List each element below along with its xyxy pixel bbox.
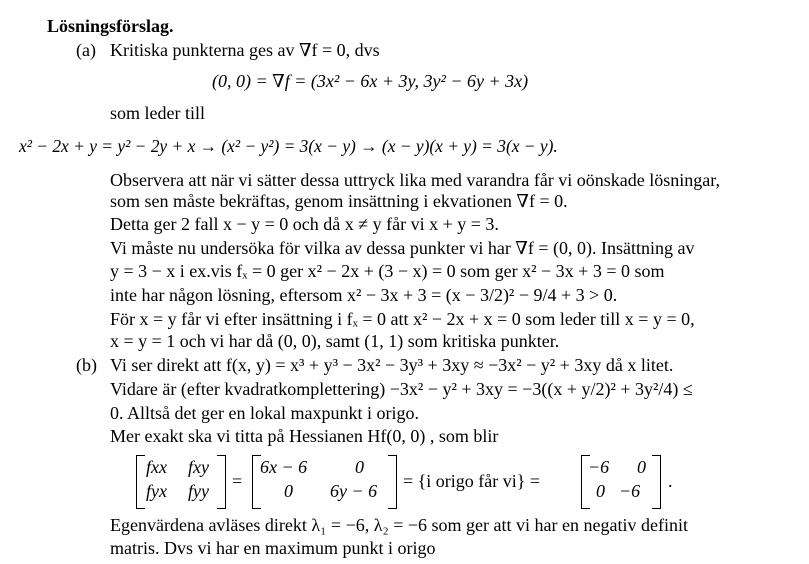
part-b-p4: Mer exakt ska vi titta på Hessianen Hf(0, 0) , som blir <box>110 426 499 446</box>
part-a-p3: Detta ger 2 fall x − y = 0 och då x ≠ y får vi x + y = 3. <box>110 214 499 234</box>
part-a-p6: inte har någon lösning, eftersom x² − 3x + 3 = (x − 3/2)² − 9/4 + 3 > 0. <box>110 285 618 305</box>
part-a-p1: Observera att när vi sätter dessa uttryck lika med varandra får vi oönskade lösningar, <box>110 170 721 190</box>
part-b-p2: Vidare är (efter kvadratkomplettering) −3x² − y² + 3xy = −3((x + y/2)² + 3y²/4) ≤ <box>110 379 693 399</box>
matrix-cell: fxx <box>146 457 167 477</box>
hessian-symbol-matrix <box>136 455 226 507</box>
matrix-cell: −6 <box>588 457 610 477</box>
part-a-p5: y = 3 − x i ex.vis fₓ = 0 ger x² − 2x + (3 − x) = 0 som ger x² − 3x + 3 = 0 som <box>110 261 665 281</box>
part-a-line1: Kritiska punkterna ges av ∇f = 0, dvs <box>110 40 380 60</box>
part-b-p3: 0. Alltså det ger en lokal maxpunkt i origo. <box>110 403 419 423</box>
matrix-cell: 0 <box>637 457 646 477</box>
matrix-cell: fxy <box>188 457 209 477</box>
part-a-eq1: (0, 0) = ∇f = (3x² − 6x + 3y, 3y² − 6y + 3x) <box>212 71 529 91</box>
matrix-cell: 0 <box>355 457 364 477</box>
part-a-p7: För x = y får vi efter insättning i fₓ = 0 att x² − 2x + x = 0 som leder till x = y = 0, <box>110 309 695 329</box>
matrix-cell: 0 <box>284 481 293 501</box>
part-a-p8: x = y = 1 och vi har då (0, 0), samt (1, 1) som kritiska punkter. <box>110 331 560 351</box>
hessian-origin-matrix <box>581 455 661 507</box>
matrix-middle-text: = {i origo får vi} = <box>403 471 541 491</box>
part-a-label: (a) <box>76 40 96 60</box>
part-a-p2: som sen måste bekräftas, genom insättning i ekvationen ∇f = 0. <box>110 191 568 211</box>
matrix-cell: 6y − 6 <box>330 481 378 501</box>
hessian-matrix <box>252 455 397 507</box>
part-b-p1: Vi ser direkt att f(x, y) = x³ + y³ − 3x² − 3y³ + 3xy ≈ −3x² − y² + 3xy då x litet. <box>110 355 674 375</box>
part-a-line2: som leder till <box>110 103 205 123</box>
part-b-label: (b) <box>76 355 97 375</box>
matrix-cell: fyy <box>188 481 209 501</box>
matrix-cell: 6x − 6 <box>260 457 308 477</box>
part-a-p4: Vi måste nu undersöka för vilka av dessa punkter vi har ∇f = (0, 0). Insättning av <box>110 238 695 258</box>
matrix-equals: = <box>232 471 243 491</box>
heading: Lösningsförslag. <box>47 16 174 36</box>
matrix-cell: −6 <box>619 481 641 501</box>
part-a-eq2: x² − 2x + y = y² − 2y + x → (x² − y²) = 3(x − y) → (x − y)(x + y) = 3(x − y). <box>19 136 558 156</box>
part-b-p5: Egenvärdena avläses direkt λ₁ = −6, λ₂ = −6 som ger att vi har en negativ definit <box>110 515 688 535</box>
matrix-cell: fyx <box>146 481 167 501</box>
matrix-end-period: . <box>668 471 673 491</box>
part-b-p6: matris. Dvs vi har en maximum punkt i origo <box>110 538 436 558</box>
matrix-cell: 0 <box>596 481 605 501</box>
